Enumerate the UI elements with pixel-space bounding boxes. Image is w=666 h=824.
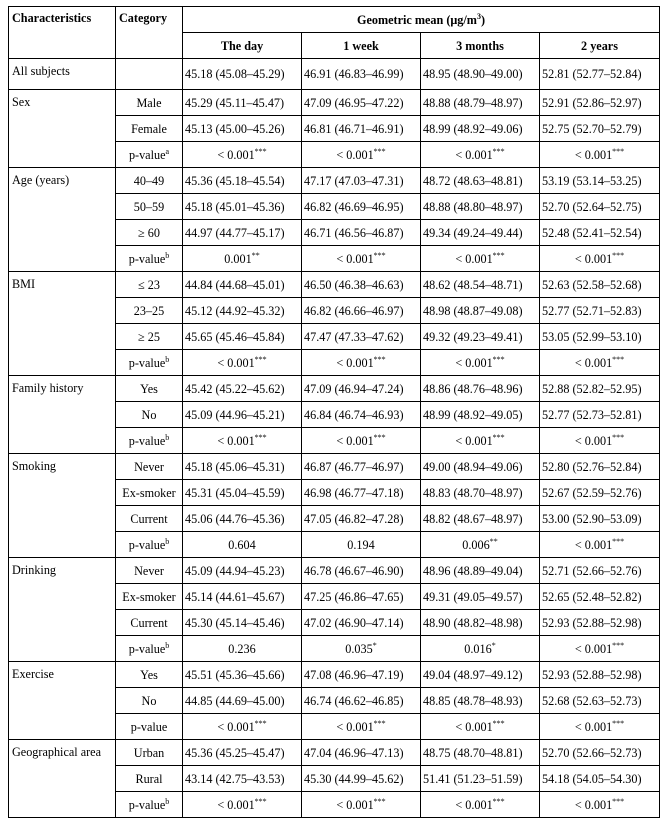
category-cell [116,532,183,558]
value-cell: 45.31 (45.04–45.59) [183,480,302,506]
category-cell [116,298,183,324]
pvalue-text: < 0.001 [217,719,255,734]
table-row [9,168,660,194]
value-cell: 45.14 (44.61–45.67) [183,584,302,610]
pvalue-cell [540,246,660,272]
pvalue-text: 0.016 [464,641,492,656]
pvalue-cell [183,350,302,376]
significance-stars: *** [373,250,386,260]
geometric-mean-header [183,7,660,33]
significance-stars: *** [612,536,625,546]
pvalue-text: < 0.001 [574,355,613,370]
column-header-3-months: 3 months [421,33,540,59]
footnote-marker: b [165,354,170,364]
category-cell [116,116,183,142]
category-cell [116,142,183,168]
pvalue-text: < 0.001 [336,719,374,734]
pvalue-text: < 0.001 [217,355,255,370]
pvalue-text: < 0.001 [574,537,613,552]
significance-stars: *** [612,718,625,728]
value-cell: 45.13 (45.00–45.26) [183,116,302,142]
pvalue-cell [302,532,421,558]
value-cell: 48.72 (48.63–48.81) [421,168,540,194]
value-cell: 48.82 (48.67–48.97) [421,506,540,532]
value-cell: 48.95 (48.90–49.00) [421,59,540,90]
characteristic-label: Sex [9,90,116,168]
significance-stars: ** [489,536,498,546]
geometric-mean-label: Geometric mean (μg/m [357,12,477,27]
category-cell [116,662,183,688]
category-cell [116,350,183,376]
pvalue-text: < 0.001 [455,147,493,162]
category-cell [116,428,183,454]
category-cell [116,688,183,714]
pvalue-text: < 0.001 [455,719,493,734]
category-label: p-value [128,641,166,656]
significance-stars: *** [612,432,625,442]
value-cell: 52.77 (52.71–52.83) [540,298,660,324]
value-cell: 52.77 (52.73–52.81) [540,402,660,428]
value-cell: 47.08 (46.96–47.19) [302,662,421,688]
value-cell: 45.29 (45.11–45.47) [183,90,302,116]
category-cell [116,584,183,610]
category-label: p-value [130,719,168,734]
significance-stars: *** [254,146,267,156]
value-cell: 48.88 (48.79–48.97) [421,90,540,116]
category-label: p-value [128,147,166,162]
pvalue-cell [540,792,660,818]
table-row [9,454,660,480]
pvalue-text: < 0.001 [574,797,613,812]
geometric-mean-table [8,6,660,818]
value-cell: 49.31 (49.05–49.57) [421,584,540,610]
value-cell: 47.09 (46.94–47.24) [302,376,421,402]
category-cell [116,246,183,272]
value-cell: 49.32 (49.23–49.41) [421,324,540,350]
pvalue-text: < 0.001 [336,797,374,812]
pvalue-cell [421,246,540,272]
characteristics-header: Characteristics [9,7,116,59]
significance-stars: *** [373,718,386,728]
pvalue-text: < 0.001 [336,433,374,448]
value-cell: 48.99 (48.92–49.05) [421,402,540,428]
category-label: Female [131,121,167,136]
value-cell: 47.17 (47.03–47.31) [302,168,421,194]
pvalue-text: 0.035 [345,641,373,656]
pvalue-cell [302,714,421,740]
category-label: p-value [128,797,166,812]
value-cell: 48.90 (48.82–48.98) [421,610,540,636]
category-label: p-value [128,537,166,552]
pvalue-cell [302,636,421,662]
value-cell: 53.19 (53.14–53.25) [540,168,660,194]
value-cell: 52.75 (52.70–52.79) [540,116,660,142]
value-cell: 46.74 (46.62–46.85) [302,688,421,714]
pvalue-cell [540,350,660,376]
column-header-1-week: 1 week [302,33,421,59]
pvalue-text: 0.604 [228,537,256,552]
pvalue-cell [302,142,421,168]
table-row [9,376,660,402]
value-cell: 52.68 (52.63–52.73) [540,688,660,714]
pvalue-text: < 0.001 [455,355,493,370]
significance-stars: *** [373,146,386,156]
geometric-mean-suffix: ) [480,12,485,27]
significance-stars: *** [612,354,625,364]
category-label: Current [130,615,168,630]
value-cell: 52.91 (52.86–52.97) [540,90,660,116]
pvalue-cell [421,142,540,168]
pvalue-text: < 0.001 [455,433,493,448]
characteristic-label: Smoking [9,454,116,558]
footnote-marker: b [165,640,170,650]
value-cell: 48.75 (48.70–48.81) [421,740,540,766]
value-cell: 47.05 (46.82–47.28) [302,506,421,532]
column-header-the-day: The day [183,33,302,59]
significance-stars: *** [254,354,267,364]
characteristic-label: Age (years) [9,168,116,272]
significance-stars: *** [373,432,386,442]
significance-stars: *** [492,146,505,156]
value-cell: 49.34 (49.24–49.44) [421,220,540,246]
footnote-marker: a [165,146,170,156]
value-cell: 49.00 (48.94–49.06) [421,454,540,480]
pvalue-text: 0.236 [228,641,256,656]
pvalue-cell [421,714,540,740]
pvalue-text: < 0.001 [574,641,613,656]
value-cell: 45.42 (45.22–45.62) [183,376,302,402]
value-cell: 52.65 (52.48–52.82) [540,584,660,610]
characteristic-label: Exercise [9,662,116,740]
category-cell [116,168,183,194]
category-label: 23–25 [133,303,165,318]
category-cell [116,272,183,298]
value-cell: 48.99 (48.92–49.06) [421,116,540,142]
significance-stars: *** [373,796,386,806]
value-cell: 52.70 (52.66–52.73) [540,740,660,766]
category-label: 50–59 [133,199,165,214]
value-cell: 48.62 (48.54–48.71) [421,272,540,298]
value-cell: 45.30 (44.99–45.62) [302,766,421,792]
value-cell: 46.50 (46.38–46.63) [302,272,421,298]
value-cell: 52.81 (52.77–52.84) [540,59,660,90]
value-cell: 46.87 (46.77–46.97) [302,454,421,480]
value-cell: 52.71 (52.66–52.76) [540,558,660,584]
value-cell: 52.70 (52.64–52.75) [540,194,660,220]
category-label: p-value [128,433,166,448]
pvalue-cell [183,636,302,662]
pvalue-text: < 0.001 [217,147,255,162]
value-cell: 46.71 (46.56–46.87) [302,220,421,246]
category-cell [116,376,183,402]
category-label: Never [134,563,164,578]
table-row [9,558,660,584]
characteristic-label: Family history [9,376,116,454]
category-label: No [141,693,157,708]
significance-stars: *** [492,718,505,728]
characteristic-label: Drinking [9,558,116,662]
value-cell: 47.09 (46.95–47.22) [302,90,421,116]
significance-stars: *** [492,354,505,364]
pvalue-cell [421,636,540,662]
value-cell: 45.18 (45.06–45.31) [183,454,302,480]
significance-stars: *** [492,432,505,442]
value-cell: 45.30 (45.14–45.46) [183,610,302,636]
pvalue-text: 0.006 [462,537,490,552]
value-cell: 45.51 (45.36–45.66) [183,662,302,688]
significance-stars: *** [492,250,505,260]
category-cell [116,194,183,220]
table-header [9,7,660,59]
category-label: Ex-smoker [122,485,176,500]
category-label: Yes [140,381,158,396]
value-cell: 45.09 (44.96–45.21) [183,402,302,428]
pvalue-cell [302,246,421,272]
value-cell: 43.14 (42.75–43.53) [183,766,302,792]
significance-stars: * [372,640,377,650]
pvalue-text: 0.194 [347,537,375,552]
category-label: ≥ 25 [138,329,160,344]
value-cell: 45.18 (45.01–45.36) [183,194,302,220]
value-cell: 45.36 (45.18–45.54) [183,168,302,194]
pvalue-text: < 0.001 [217,433,255,448]
value-cell: 49.04 (48.97–49.12) [421,662,540,688]
table-row [9,272,660,298]
pvalue-cell [540,428,660,454]
value-cell: 47.02 (46.90–47.14) [302,610,421,636]
category-header: Category [116,7,183,59]
significance-stars: *** [612,796,625,806]
characteristic-label: Geographical area [9,740,116,818]
pvalue-cell [183,246,302,272]
significance-stars: *** [492,796,505,806]
category-cell [116,454,183,480]
pvalue-cell [540,714,660,740]
value-cell: 48.98 (48.87–49.08) [421,298,540,324]
category-cell [116,766,183,792]
value-cell: 48.88 (48.80–48.97) [421,194,540,220]
pvalue-cell [421,532,540,558]
table-row [9,90,660,116]
value-cell: 44.85 (44.69–45.00) [183,688,302,714]
table-row [9,662,660,688]
pvalue-cell [302,428,421,454]
pvalue-cell [302,792,421,818]
table-row [9,740,660,766]
value-cell: 48.85 (48.78–48.93) [421,688,540,714]
pvalue-cell [183,532,302,558]
value-cell: 45.09 (44.94–45.23) [183,558,302,584]
significance-stars: *** [254,432,267,442]
footnote-marker: b [165,250,170,260]
pvalue-text: < 0.001 [455,251,493,266]
category-cell [116,792,183,818]
value-cell: 54.18 (54.05–54.30) [540,766,660,792]
category-cell [116,558,183,584]
significance-stars: *** [612,250,625,260]
category-label: 40–49 [133,173,165,188]
significance-stars: *** [373,354,386,364]
category-label: p-value [128,355,166,370]
category-label: Ex-smoker [122,589,176,604]
value-cell: 44.97 (44.77–45.17) [183,220,302,246]
pvalue-cell [183,714,302,740]
value-cell: 45.06 (44.76–45.36) [183,506,302,532]
category-cell [116,480,183,506]
value-cell: 46.82 (46.69–46.95) [302,194,421,220]
table-body [9,59,660,818]
category-cell [116,506,183,532]
pvalue-cell [540,532,660,558]
pvalue-cell [183,142,302,168]
pvalue-text: < 0.001 [336,251,374,266]
value-cell: 46.84 (46.74–46.93) [302,402,421,428]
value-cell: 53.05 (52.99–53.10) [540,324,660,350]
category-cell [116,220,183,246]
category-label: Current [130,511,168,526]
significance-stars: *** [612,146,625,156]
value-cell: 46.82 (46.66–46.97) [302,298,421,324]
category-label: ≤ 23 [138,277,160,292]
category-label: p-value [128,251,166,266]
pvalue-cell [421,350,540,376]
significance-stars: * [491,640,496,650]
category-label: No [141,407,157,422]
category-label: Male [136,95,162,110]
value-cell: 45.36 (45.25–45.47) [183,740,302,766]
value-cell: 47.04 (46.96–47.13) [302,740,421,766]
pvalue-text: < 0.001 [217,797,255,812]
value-cell: 52.93 (52.88–52.98) [540,610,660,636]
value-cell: 46.91 (46.83–46.99) [302,59,421,90]
value-cell: 48.86 (48.76–48.96) [421,376,540,402]
table-row [9,59,660,90]
pvalue-cell [421,428,540,454]
category-cell [116,610,183,636]
pvalue-text: < 0.001 [574,251,613,266]
characteristic-label: All subjects [9,59,116,90]
category-cell [116,90,183,116]
category-cell [116,402,183,428]
category-label: Yes [140,667,158,682]
pvalue-text: < 0.001 [336,355,374,370]
value-cell: 52.48 (52.41–52.54) [540,220,660,246]
value-cell: 52.93 (52.88–52.98) [540,662,660,688]
pvalue-cell [183,792,302,818]
value-cell: 52.80 (52.76–52.84) [540,454,660,480]
value-cell: 52.88 (52.82–52.95) [540,376,660,402]
category-label: Rural [135,771,163,786]
footnote-marker: b [165,796,170,806]
value-cell: 47.47 (47.33–47.62) [302,324,421,350]
category-cell [116,59,183,90]
value-cell: 46.81 (46.71–46.91) [302,116,421,142]
pvalue-cell [183,428,302,454]
footnote-marker: b [165,536,170,546]
pvalue-cell [302,350,421,376]
pvalue-text: < 0.001 [455,797,493,812]
value-cell: 46.98 (46.77–47.18) [302,480,421,506]
category-label: Never [134,459,164,474]
significance-stars: *** [254,718,267,728]
category-label: Urban [133,745,165,760]
value-cell: 48.96 (48.89–49.04) [421,558,540,584]
category-cell [116,636,183,662]
pvalue-text: 0.001 [224,251,252,266]
value-cell: 48.83 (48.70–48.97) [421,480,540,506]
pvalue-text: < 0.001 [574,147,613,162]
category-cell [116,324,183,350]
significance-stars: *** [612,640,625,650]
pvalue-text: < 0.001 [336,147,374,162]
category-cell [116,740,183,766]
pvalue-text: < 0.001 [574,433,613,448]
value-cell: 45.18 (45.08–45.29) [183,59,302,90]
pvalue-cell [540,636,660,662]
pvalue-cell [540,142,660,168]
category-label: ≥ 60 [138,225,160,240]
significance-stars: ** [251,250,260,260]
category-cell [116,714,183,740]
value-cell: 52.63 (52.58–52.68) [540,272,660,298]
footnote-marker: b [165,432,170,442]
pvalue-text: < 0.001 [574,719,613,734]
value-cell: 52.67 (52.59–52.76) [540,480,660,506]
value-cell: 44.84 (44.68–45.01) [183,272,302,298]
value-cell: 46.78 (46.67–46.90) [302,558,421,584]
value-cell: 47.25 (46.86–47.65) [302,584,421,610]
value-cell: 45.65 (45.46–45.84) [183,324,302,350]
pvalue-cell [421,792,540,818]
column-header-2-years: 2 years [540,33,660,59]
characteristic-label: BMI [9,272,116,376]
value-cell: 45.12 (44.92–45.32) [183,298,302,324]
value-cell: 51.41 (51.23–51.59) [421,766,540,792]
value-cell: 53.00 (52.90–53.09) [540,506,660,532]
unit-exponent: 3 [476,11,481,21]
significance-stars: *** [254,796,267,806]
